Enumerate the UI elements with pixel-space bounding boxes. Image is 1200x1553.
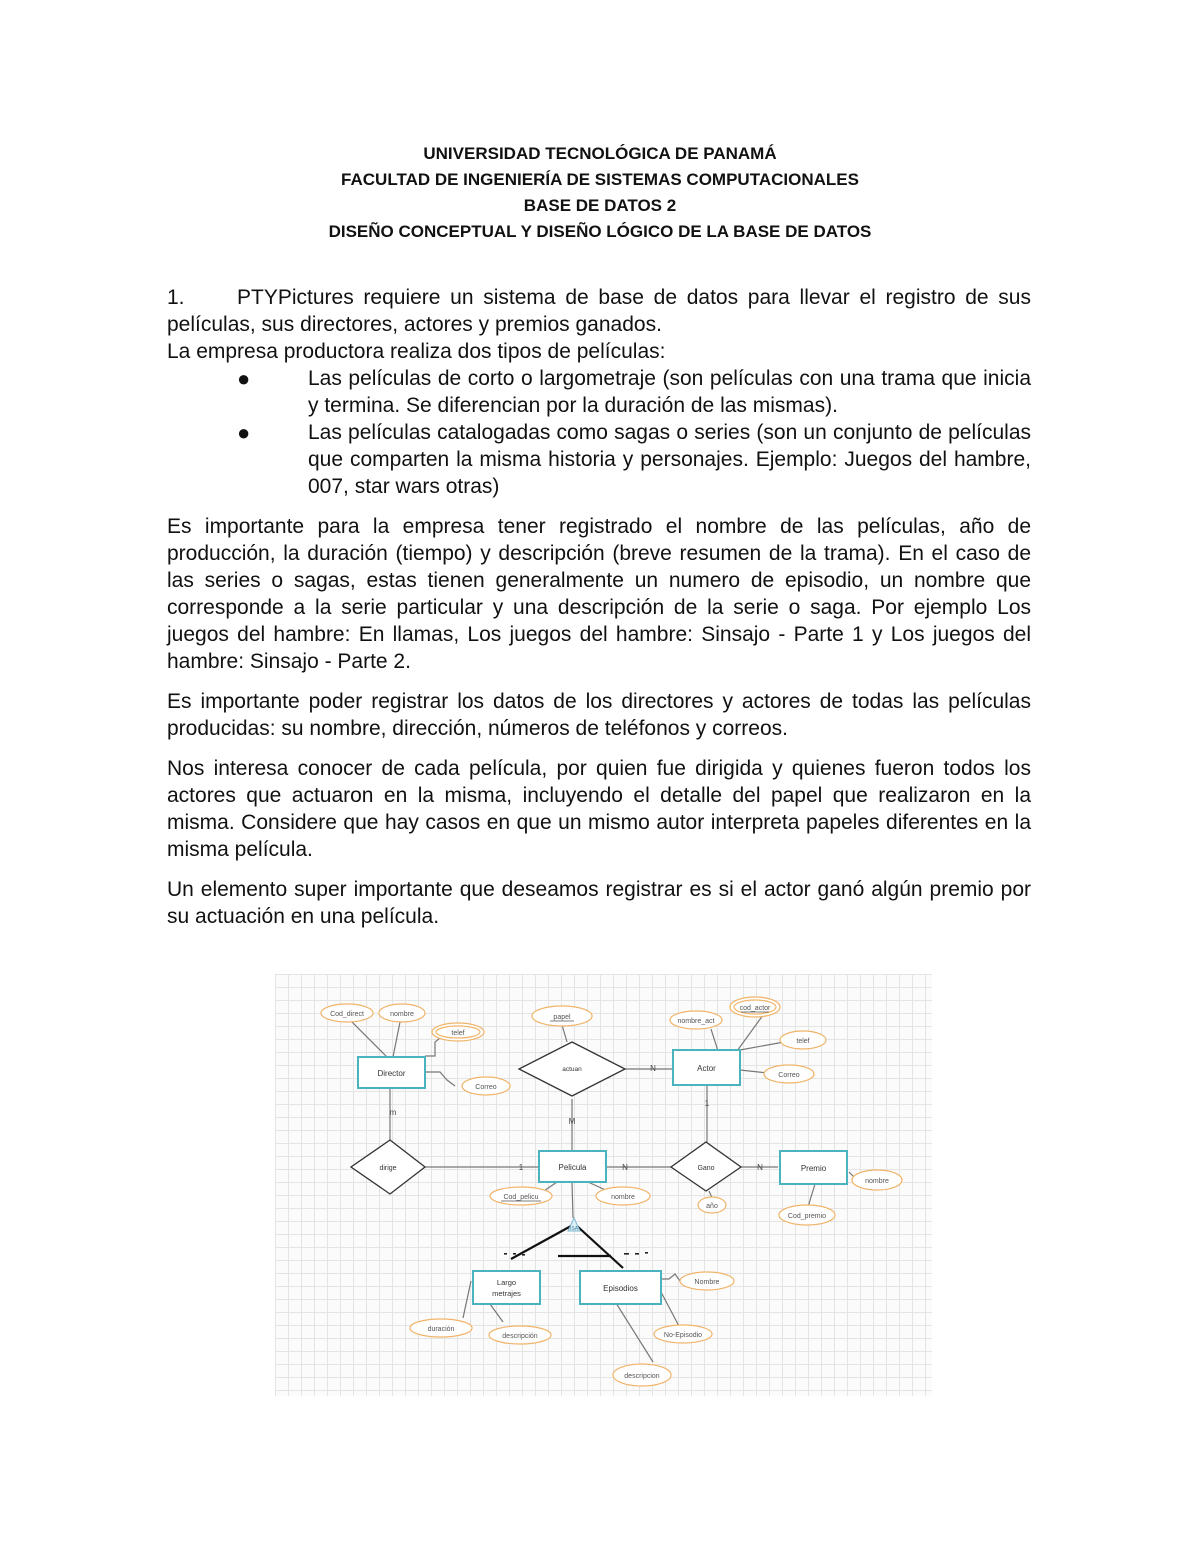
intro-paragraph (167, 284, 1031, 338)
attribute-nombre-premio: nombre (865, 1178, 889, 1185)
document-header (0, 141, 1200, 245)
attribute-papel: papel (553, 1014, 571, 1021)
film-types-list (167, 365, 1031, 500)
cardinality-gano-premio: N (757, 1163, 763, 1172)
attribute-nombre-director: nombre (390, 1011, 414, 1018)
entity-label: Premio (800, 1164, 827, 1173)
attribute-correo-director: Correo (475, 1084, 497, 1091)
cardinality-actuan-pelicula: M (568, 1117, 576, 1126)
entity-pelicula (539, 1151, 606, 1182)
attribute-ovals (321, 997, 902, 1386)
assignment-title: DISEÑO CONCEPTUAL Y DISEÑO LÓGICO DE LA BASE DE DATOS (328, 222, 872, 241)
cardinality-gano-actor: 1 (704, 1099, 710, 1108)
entity-actor (673, 1050, 740, 1085)
isa-triangle (568, 1218, 580, 1232)
item-number: 1. (167, 286, 185, 309)
attribute-no-episodio: No-Episodio (663, 1332, 703, 1339)
paragraph-people-data: Es importante poder registrar los datos de los directores y actores de todas las películas producidas: su nombre, dirección, números de teléfonos y correos. (167, 690, 1031, 740)
entity-label: Episodios (603, 1284, 638, 1293)
isa-lines (511, 1226, 623, 1268)
relationship-dirige (351, 1140, 425, 1194)
entity-director (358, 1057, 425, 1088)
attribute-descripcion-largometraje: descripción (502, 1333, 538, 1340)
paragraph-roles: Nos interesa conocer de cada película, por quien fue dirigida y quienes fueron todos los actores que actuaron en la misma, incluyendo el detalle del papel que realizaron en la misma. Considere que hay casos en que un mismo autor interpreta papeles diferentes en la misma película. (167, 757, 1031, 861)
isa-label: ISA (569, 1226, 579, 1232)
attribute-cod-direct: Cod_direct (330, 1011, 364, 1018)
entity-largo-metrajes (473, 1271, 540, 1304)
course-title: BASE DE DATOS 2 (523, 196, 677, 215)
attribute-duracion: duración (427, 1326, 455, 1333)
attribute-cod-premio: Cod_premio (787, 1213, 827, 1220)
entity-episodios (580, 1271, 661, 1304)
relationship-label: actuan (562, 1066, 582, 1073)
faculty-title: FACULTAD DE INGENIERÍA DE SISTEMAS COMPUTACIONALES (341, 170, 859, 189)
cardinality-director: m (389, 1108, 397, 1117)
attribute-nombre-episodio: Nombre (694, 1279, 720, 1286)
paragraph-awards: Un elemento super importante que deseamos registrar es si el actor ganó algún premio por su actuación en una película. (167, 878, 1031, 928)
entity-label: Actor (697, 1064, 716, 1073)
attribute-telef-actor: telef (796, 1038, 810, 1045)
entity-premio (780, 1151, 847, 1184)
attribute-anio: año (706, 1203, 718, 1210)
er-diagram (275, 974, 932, 1396)
attribute-nombre-actor: nombre_act (677, 1018, 715, 1025)
attribute-correo-actor: Correo (778, 1072, 800, 1079)
attribute-descripcion-episodio: descripcion (624, 1373, 660, 1380)
entity-label: Largo (496, 1278, 517, 1287)
entity-label: Director (377, 1069, 406, 1078)
relationship-label: Gano (697, 1165, 715, 1172)
intro-text: PTYPictures requiere un sistema de base de datos para llevar el registro de sus películas, sus directores, actores y premios ganados. (167, 286, 1031, 336)
types-intro: La empresa productora realiza dos tipos de películas: (167, 340, 666, 363)
cardinality-actuan-actor: N (650, 1064, 656, 1073)
attribute-nombre-pelicula: nombre (611, 1194, 635, 1201)
relationship-actuan (519, 1042, 625, 1096)
paragraph-film-data: Es importante para la empresa tener registrado el nombre de las películas, año de producción, la duración (tiempo) y descripción (breve resumen de la trama). En el caso de las series o sagas, estas tienen generalmente un numero de episodio, un nombre que corresponde a la serie particular y una descripción de la serie o saga. Por ejemplo Los juegos del hambre: En llamas, Los juegos del hambre: Sinsajo - Parte 1 y Los juegos del hambre: Sinsajo - Parte 2. (167, 515, 1031, 673)
entity-label: Pelicula (558, 1163, 587, 1172)
attribute-telef-director: telef (451, 1030, 465, 1037)
university-title: UNIVERSIDAD TECNOLÓGICA DE PANAMÁ (423, 144, 777, 163)
document-body (167, 284, 1031, 943)
list-item: ● Las películas de corto o largometraje (son películas con una trama que inicia y termina. Se diferencian por la duración de las mismas). (237, 366, 1031, 417)
bullet-icon: ● (237, 420, 251, 445)
entity-label: metrajes (492, 1289, 521, 1298)
er-diagram-canvas (275, 974, 932, 1396)
cardinality-gano-pelicula: N (622, 1163, 628, 1172)
relationship-gano (671, 1142, 741, 1191)
list-item: ● Las películas catalogadas como sagas o series (son un conjunto de películas que comparten la misma historia y personajes. Ejemplo: Juegos del hambre, 007, star wars otras) (237, 420, 1031, 498)
cardinality-dirige: 1 (518, 1163, 524, 1172)
attribute-cod-pelicula: Cod_pelicu (503, 1194, 539, 1201)
attribute-cod-actor: cod_actor (739, 1005, 771, 1012)
bullet-icon: ● (237, 366, 251, 391)
relationship-label: dirige (379, 1165, 397, 1172)
